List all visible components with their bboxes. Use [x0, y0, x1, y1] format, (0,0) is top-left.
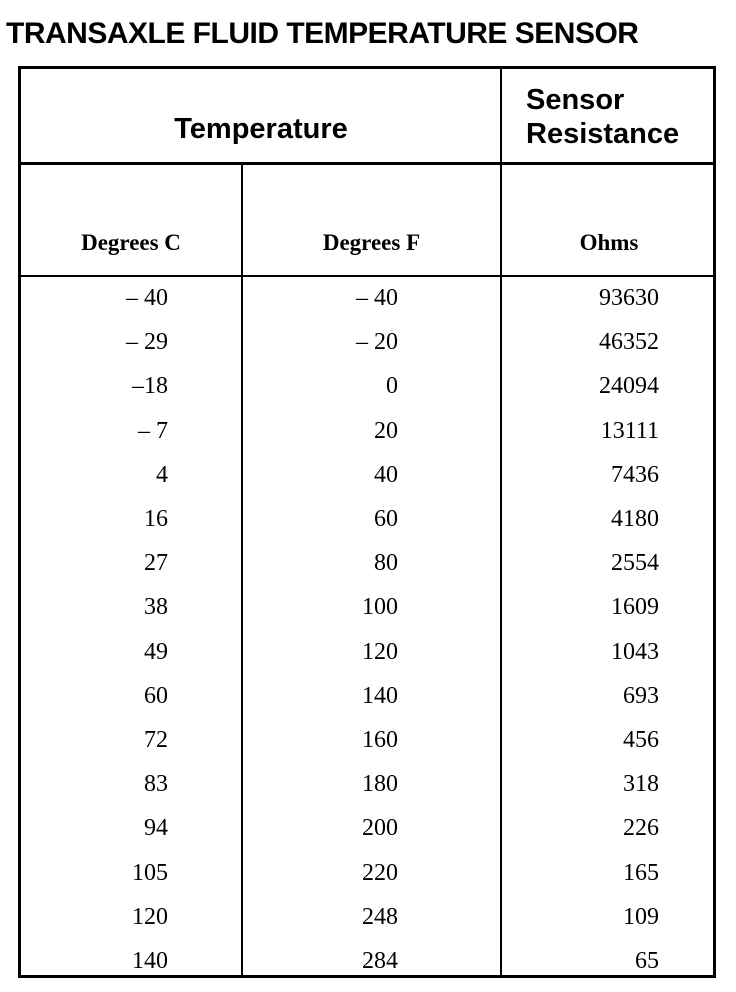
fahrenheit-cell: 40	[374, 461, 398, 488]
fahrenheit-cell: 220	[362, 859, 398, 886]
fahrenheit-cell: 0	[386, 373, 398, 400]
ohms-cell: 1609	[611, 594, 659, 621]
table-row	[21, 371, 713, 415]
celsius-cell: 120	[132, 903, 168, 930]
ohms-cell: 226	[623, 815, 659, 842]
table-row	[21, 858, 713, 902]
column-header-fahrenheit: Degrees F	[322, 230, 421, 255]
ohms-cell: 693	[623, 682, 659, 709]
fahrenheit-cell: 284	[362, 948, 398, 974]
fahrenheit-cell: 200	[362, 815, 398, 842]
table-row	[21, 902, 713, 946]
subheader-divider	[21, 275, 713, 277]
resistance-header-line2: Resistance	[526, 118, 680, 150]
celsius-cell: 4	[156, 461, 168, 488]
celsius-cell: – 7	[138, 417, 168, 444]
ohms-cell: 24094	[599, 373, 659, 400]
fahrenheit-cell: 120	[362, 638, 398, 665]
celsius-cell: 105	[132, 859, 168, 886]
fahrenheit-cell: 140	[362, 682, 398, 709]
table-row	[21, 327, 713, 371]
fahrenheit-cell: 100	[362, 594, 398, 621]
ohms-cell: 7436	[611, 461, 659, 488]
table-row	[21, 416, 713, 460]
table-row	[21, 592, 713, 636]
page-title: TRANSAXLE FLUID TEMPERATURE SENSOR	[6, 17, 639, 50]
table-row	[21, 460, 713, 504]
resistance-header-line1: Sensor	[526, 84, 625, 116]
ohms-cell: 13111	[600, 417, 659, 444]
table-row	[21, 725, 713, 769]
table-row	[21, 283, 713, 327]
ohms-cell: 318	[623, 771, 659, 798]
column-header-celsius: Degrees C	[81, 230, 181, 255]
ohms-cell: 4180	[611, 506, 659, 532]
table-row	[21, 813, 713, 857]
fahrenheit-cell: 20	[374, 417, 398, 444]
celsius-cell: – 40	[126, 285, 168, 311]
celsius-cell: 27	[144, 550, 168, 577]
column-header-ohms: Ohms	[579, 230, 639, 255]
celsius-cell: 60	[144, 682, 168, 709]
fahrenheit-cell: 180	[362, 771, 398, 798]
table-row	[21, 548, 713, 592]
fahrenheit-cell: 80	[374, 550, 398, 577]
celsius-cell: 16	[144, 506, 168, 532]
fahrenheit-cell: 60	[374, 506, 398, 532]
fahrenheit-cell: 248	[362, 903, 398, 930]
celsius-cell: –18	[132, 373, 168, 400]
ohms-cell: 456	[623, 727, 659, 753]
table-row	[21, 946, 713, 990]
table-row	[21, 769, 713, 813]
table-row	[21, 504, 713, 548]
ohms-cell: 46352	[599, 329, 659, 356]
ohms-cell: 65	[635, 948, 659, 974]
celsius-cell: – 29	[126, 329, 168, 356]
celsius-cell: 140	[132, 948, 168, 974]
fahrenheit-cell: – 40	[356, 285, 398, 311]
celsius-cell: 83	[144, 771, 168, 798]
sensor-table	[18, 66, 716, 978]
celsius-cell: 72	[144, 727, 168, 753]
header-divider	[21, 162, 713, 165]
celsius-cell: 94	[144, 815, 168, 842]
fahrenheit-cell: – 20	[356, 329, 398, 356]
ohms-cell: 2554	[611, 550, 659, 577]
resistance-header	[526, 83, 716, 151]
ohms-cell: 1043	[611, 638, 659, 665]
ohms-cell: 165	[623, 859, 659, 886]
celsius-cell: 38	[144, 594, 168, 621]
celsius-cell: 49	[144, 638, 168, 665]
temperature-header: Temperature	[174, 113, 348, 145]
ohms-cell: 93630	[599, 285, 659, 311]
ohms-cell: 109	[623, 903, 659, 930]
fahrenheit-cell: 160	[362, 727, 398, 753]
table-row	[21, 681, 713, 725]
table-row	[21, 637, 713, 681]
